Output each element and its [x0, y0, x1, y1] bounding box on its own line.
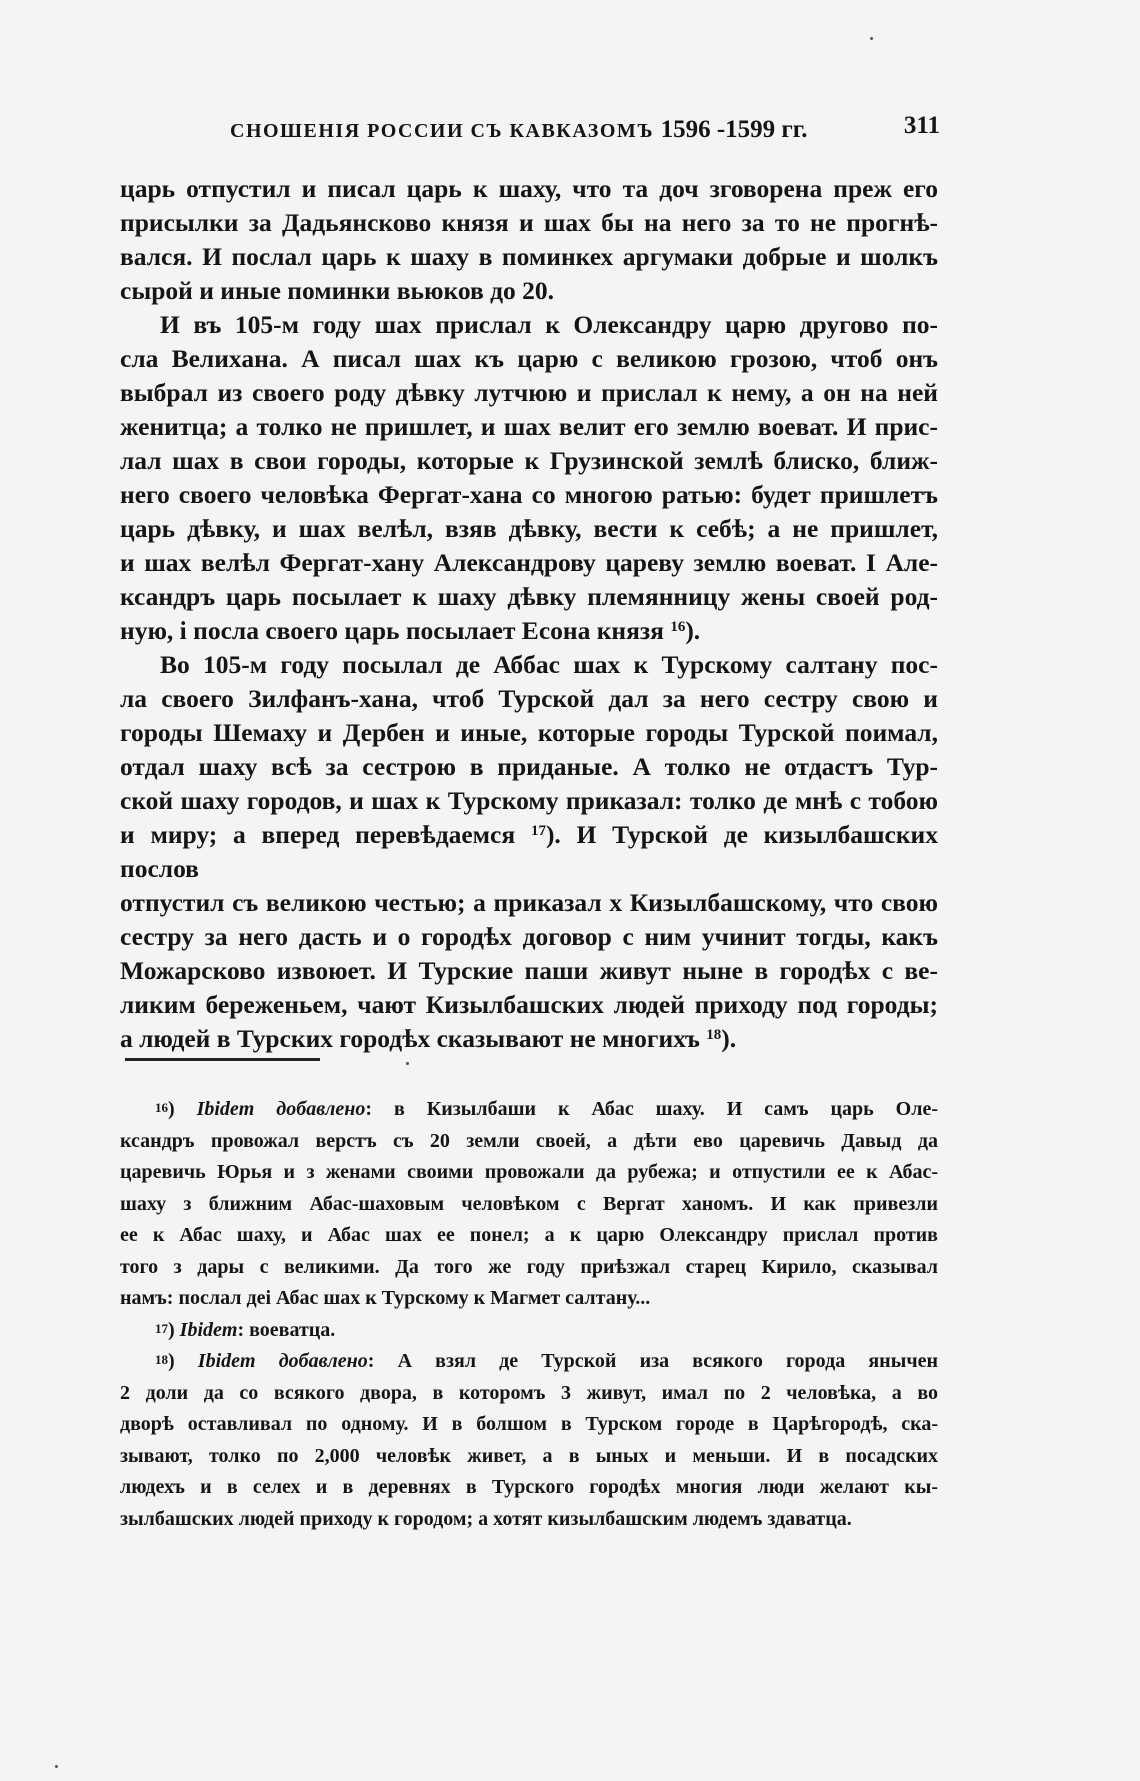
running-title — [230, 116, 808, 144]
footnote-line: $^{18}$) Ibidem добавлено: А взял де Турской иза всякого города янычен — [155, 1350, 938, 1372]
footnote-number: 16 — [155, 1100, 168, 1115]
footnote-line: 2 доли да со всякого двора, в которомъ 3 живут, имал по 2 человѣка, а во — [120, 1381, 938, 1404]
paragraph-line: и шах велѣл Фергат-хану Александрову цареву землю воеват. І Але- — [120, 548, 938, 577]
paragraph-line: присылки за Дадьянсково князя и шах бы на него за то не прогнѣ- — [120, 208, 938, 237]
paragraph-line: Во 105-м году посылал де Аббас шах к Турскому салтану пос- — [160, 650, 938, 679]
paragraph-text: а людей в Турских городѣх сказывают не многихъ — [120, 1024, 700, 1053]
footnote-line: людехъ и в селех и в деревнях в Турского городѣх многия люди желают кы- — [120, 1476, 938, 1498]
paragraph-line: городы Шемаху и Дербен и иные, которые городы Турской поимал, — [120, 718, 938, 747]
paragraph-line: сестру за него дасть и о городѣх договор с ним учинит тогды, какъ — [120, 922, 938, 951]
footnote-line: зывают, толко по 2,000 человѣк живет, а в ыных и меньши. И в посадских — [120, 1444, 938, 1467]
paragraph-line: лал шах в свои городы, которые к Грузинской землѣ блиско, ближ- — [120, 446, 938, 475]
footnote-line: $^{17}$) Ibidem: воеватца. — [155, 1318, 336, 1341]
footnote-line: зылбашских людей приходу к городом; а хотят кизылбашским людемъ здаватца. — [120, 1507, 852, 1530]
paragraph-tail: ). — [685, 616, 701, 645]
footnote-line: шаху з ближним Абас-шаховым человѣком с Вергат ханомъ. И как привезли — [120, 1192, 938, 1215]
footnote-number: 18 — [155, 1352, 168, 1367]
footnote-line: ксандръ провожал верстъ съ 20 земли своей, а дѣти ево царевичь Давыд да — [120, 1129, 938, 1152]
speck — [406, 1062, 409, 1065]
paragraph-line — [120, 818, 938, 886]
footnotes — [120, 1094, 938, 1535]
footnote-label: Ibidem — [179, 1318, 238, 1341]
running-header — [200, 112, 940, 152]
paragraph-text: ). И Турской де кизылбашских послов — [120, 820, 938, 883]
paragraph-line — [120, 614, 938, 648]
paragraph-line — [120, 1022, 938, 1056]
paragraph-line: вался. И послал царь к шаху в поминкех аргумаки добрые и шолкъ — [120, 242, 938, 271]
footnote-text: : в Кизылбаши к Абас шаху. И самъ царь Оле- — [365, 1098, 938, 1120]
footnote-label: Ibidem добавлено — [197, 1350, 368, 1372]
footnote-text: : воеватца. — [237, 1318, 336, 1341]
footnote-ref: 17 — [530, 823, 546, 839]
footnote-line: ее к Абас шаху, и Абас шах ее понел; а к царю Олександру прислал против — [120, 1224, 938, 1246]
paragraph-line: отдал шаху всѣ за сестрою в приданые. А толко не отдастъ Тур- — [120, 752, 938, 781]
footnote-text: : А взял де Турской иза всякого города янычен — [367, 1350, 938, 1372]
footnote-ref: 16 — [670, 619, 686, 635]
footnote-line: намъ: послал деі Абас шах к Турскому к Магмет салтану... — [120, 1287, 651, 1309]
footnote-line: того з дары с великими. Да того же году приѣзжал старец Кирило, сказывал — [120, 1255, 938, 1278]
paragraph-line: ла своего Зилфанъ-хана, чтоб Турской дал за него сестру свою и — [120, 684, 938, 713]
paragraph-text: и миру; а вперед перевѣдаемся — [120, 820, 516, 849]
paragraph-line: отпустил съ великою честью; а приказал х Кизылбашскому, что свою — [120, 888, 938, 917]
footnote-separator — [125, 1058, 320, 1061]
paragraph-line: ской шаху городов, и шах к Турскому приказал: толко де мнѣ с тобою — [120, 786, 938, 815]
page-number: 311 — [903, 112, 940, 139]
paragraph-text: ную, і посла своего царь посылает Есона князя — [120, 616, 664, 645]
footnote-ref: 18 — [706, 1027, 722, 1043]
running-title-text: СНОШЕНІЯ РОССИИ СЪ КАВКАЗОМЪ — [230, 120, 655, 142]
footnote-number: 17 — [155, 1320, 168, 1336]
paragraph-line: сла Велихана. А писал шах къ царю с великою грозою, чтоб онъ — [120, 344, 938, 373]
paragraph-line: женитца; а толко не пришлет, и шах велит его землю воеват. И прис- — [120, 412, 938, 441]
paragraph-line: него своего человѣка Фергат-хана со многою ратью: будет пришлетъ — [120, 480, 938, 509]
main-text — [120, 172, 938, 1056]
footnote-line: дворѣ оставливал по одному. И в болшом в Турском городе в Царѣгородѣ, ска- — [120, 1413, 938, 1435]
paragraph-line: Можарсково извоюет. И Турские паши живут ныне в городѣх с ве- — [120, 956, 938, 985]
speck — [870, 37, 873, 40]
paragraph-line: ксандръ царь посылает к шаху дѣвку племянницу жены своей род- — [120, 582, 938, 611]
paragraph-tail: ). — [721, 1024, 737, 1053]
paragraph-line: царь отпустил и писал царь к шаху, что та доч зговорена преж его — [120, 174, 938, 203]
paragraph-line: царь дѣвку, и шах велѣл, взяв дѣвку, вести к себѣ; а не пришлет, — [120, 514, 938, 543]
running-title-years: 1596 -1599 гг. — [660, 116, 808, 143]
paragraph-line: И въ 105-м году шах прислал к Олександру царю другово по- — [160, 310, 938, 339]
footnote-label: Ibidem добавлено — [196, 1098, 366, 1120]
footnote-line: $^{16}$) Ibidem добавлено: в Кизылбаши к Абас шаху. И самъ царь Оле- — [155, 1098, 938, 1120]
footnote-line: царевичь Юрья и з женами своими провожали да рубежа; и отпустили ее к Абас- — [120, 1161, 938, 1183]
paragraph-line: выбрал из своего роду дѣвку лутчюю и прислал к нему, а он на ней — [120, 378, 938, 407]
paragraph-line: ликим береженьем, чают Кизылбашских людей приходу под городы; — [120, 990, 938, 1019]
paragraph-line: сырой и иные поминки вьюков до 20. — [120, 276, 555, 305]
speck — [55, 1765, 58, 1768]
